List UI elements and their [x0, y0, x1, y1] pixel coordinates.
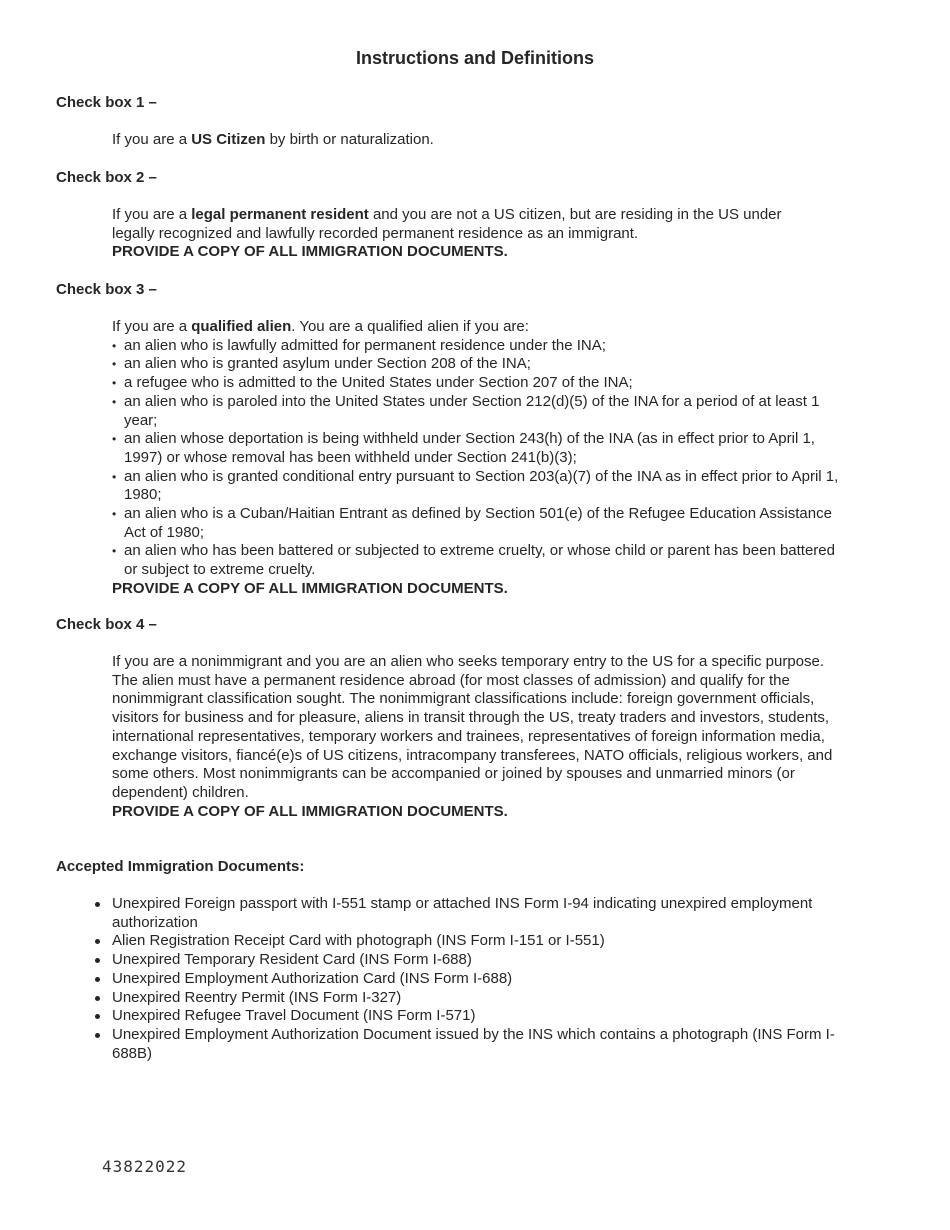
- list-item: • an alien who is granted conditional entry pursuant to Section 203(a)(7) of the INA as in effect prior to April 1, 1980;: [112, 468, 840, 505]
- check-box-2-description: [112, 206, 812, 262]
- list-item: Unexpired Refugee Travel Document (INS Form I-571): [112, 1007, 852, 1026]
- accepted-documents-heading: Accepted Immigration Documents:: [56, 858, 305, 875]
- list-item: • an alien who has been battered or subjected to extreme cruelty, or whose child or parent has been battered or subject to extreme cruelty.: [112, 542, 840, 579]
- list-item: • an alien who is lawfully admitted for permanent residence under the INA;: [112, 337, 840, 356]
- qualified-alien-list: [112, 337, 840, 580]
- box4-text: If you are a nonimmigrant and you are an alien who seeks temporary entry to the US for a specific purpose. The alien must have a permanent residence abroad (for most classes of admission) and qualify for the nonimmigrant classification sought. The nonimmigrant classifications include: foreign government officials, visitors for business and for pleasure, aliens in transit through the US, treaty traders and investors, students, international representatives, temporary workers and trainees, representatives of foreign information media, exchange visitors, fiancé(e)s of US citizens, intracompany transferees, NATO officials, religious workers, and some others. Most nonimmigrants can be accompanied or joined by spouses and unmarried minors (or dependent) children.: [112, 653, 833, 801]
- list-item: Unexpired Foreign passport with I-551 stamp or attached INS Form I-94 indicating unexpired employment authorization: [112, 895, 852, 932]
- list-item: Unexpired Temporary Resident Card (INS Form I-688): [112, 951, 852, 970]
- box2-text-pre: If you are a: [112, 206, 192, 223]
- page-title: Instructions and Definitions: [355, 48, 594, 68]
- check-box-1-heading: Check box 1 –: [56, 94, 157, 111]
- check-box-1-description: [112, 131, 842, 150]
- list-item: • an alien who is paroled into the United States under Section 212(d)(5) of the INA for a period of at least 1 year;: [112, 393, 840, 430]
- check-box-3-description: [112, 318, 840, 599]
- box1-text-post: by birth or naturalization.: [265, 131, 434, 148]
- check-box-4-heading: Check box 4 –: [56, 616, 157, 633]
- box3-text-pre: If you are a: [112, 318, 192, 335]
- list-item: • an alien who is granted asylum under Section 208 of the INA;: [112, 355, 840, 374]
- list-item: Unexpired Employment Authorization Document issued by the INS which contains a photograph (INS Form I-688B): [112, 1026, 852, 1063]
- box2-provide-notice: PROVIDE A COPY OF ALL IMMIGRATION DOCUMENTS.: [112, 243, 508, 261]
- check-box-2-heading: Check box 2 –: [56, 169, 157, 186]
- list-item: • an alien who is a Cuban/Haitian Entrant as defined by Section 501(e) of the Refugee Education Assistance Act of 1980;: [112, 505, 840, 542]
- box4-provide-notice: PROVIDE A COPY OF ALL IMMIGRATION DOCUMENTS.: [112, 802, 508, 820]
- list-item: • an alien whose deportation is being withheld under Section 243(h) of the INA (as in effect prior to April 1, 1997) or whose removal has been withheld under Section 241(b)(3);: [112, 430, 840, 467]
- check-box-4-description: [112, 653, 836, 821]
- list-item: Unexpired Employment Authorization Card (INS Form I-688): [112, 970, 852, 989]
- check-box-3-heading: Check box 3 –: [56, 281, 157, 298]
- accepted-documents-list: [112, 895, 852, 1063]
- box1-text-pre: If you are a: [112, 131, 192, 148]
- box3-provide-notice: PROVIDE A COPY OF ALL IMMIGRATION DOCUMENTS.: [112, 579, 508, 597]
- box2-text-bold: legal permanent resident: [191, 206, 369, 223]
- document-id: 43822022: [102, 1157, 188, 1176]
- box3-text-post: . You are a qualified alien if you are:: [291, 318, 529, 335]
- box2-text-post: and you are not a US citizen, but are residing in the US under legally recognized and lawfully recorded permanent residence as an immigrant.: [112, 206, 782, 242]
- list-item: • a refugee who is admitted to the United States under Section 207 of the INA;: [112, 374, 840, 393]
- box3-text-bold: qualified alien: [191, 318, 292, 335]
- list-item: Alien Registration Receipt Card with photograph (INS Form I-151 or I-551): [112, 932, 852, 951]
- box1-text-bold: US Citizen: [191, 131, 266, 148]
- list-item: Unexpired Reentry Permit (INS Form I-327): [112, 989, 852, 1008]
